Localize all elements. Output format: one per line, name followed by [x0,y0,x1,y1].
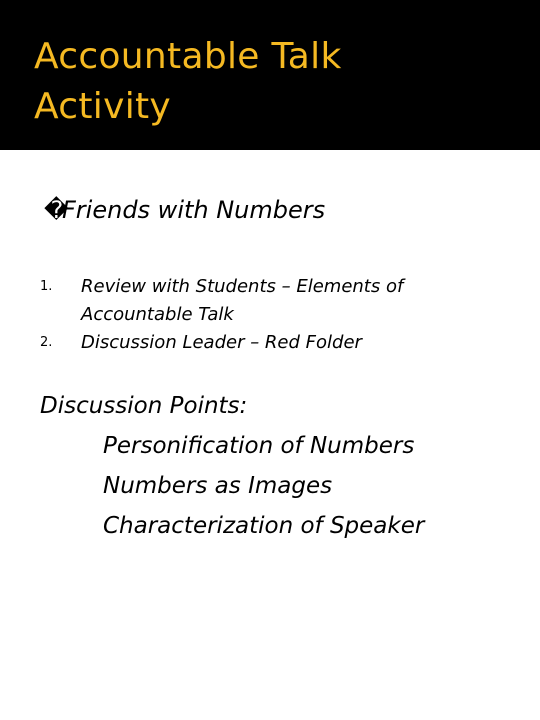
discussion-point: Numbers as Images [103,473,333,499]
discussion-points [40,386,424,546]
discussion-point: Characterization of Speaker [103,513,425,539]
list-item-text: Discussion Leader – Red Folder [81,332,362,353]
list-item [40,273,460,329]
title-bar [0,0,540,150]
slide-title-line-1: Accountable Talk [34,36,342,77]
discussion-point: Personification of Numbers [103,433,415,459]
numbered-list [40,273,460,357]
slide-title [34,32,342,132]
bullet-icon: � [44,196,69,224]
discussion-label: Discussion Points: [40,393,248,419]
list-item-text-line-1: Review with Students – Elements of [81,276,404,297]
list-item-number: 1. [40,279,53,294]
list-item-number: 2. [40,335,53,350]
list-item-text-line-2: Accountable Talk [81,304,234,325]
bullet-heading-text: Friends with Numbers [62,196,326,224]
slide-title-line-2: Activity [34,86,172,127]
bullet-heading [44,196,325,224]
list-item [40,329,460,357]
